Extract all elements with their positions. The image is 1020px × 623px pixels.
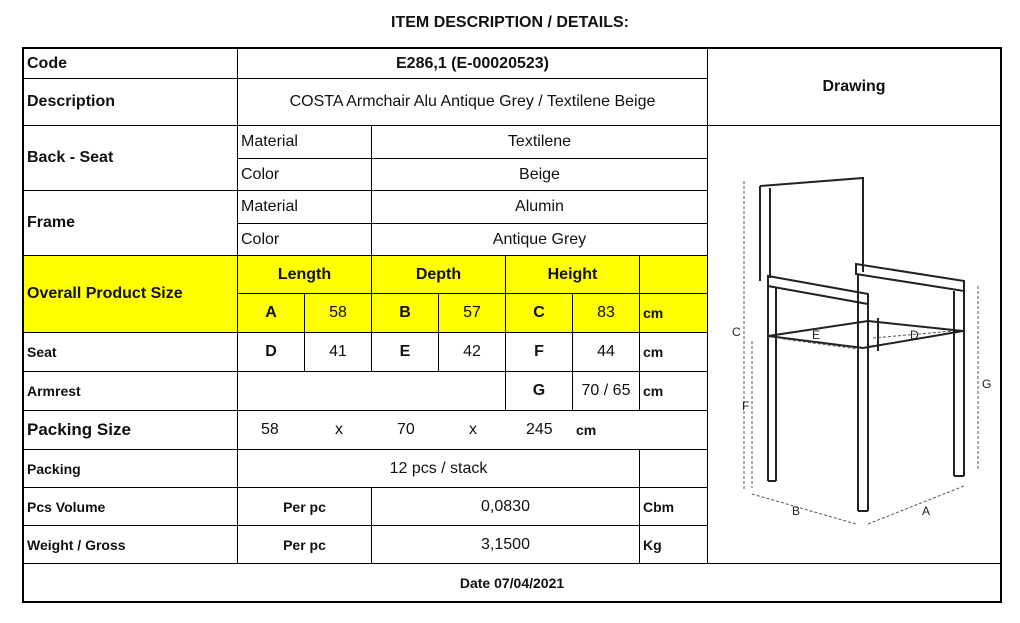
code-value: E286,1 (E-00020523) [238, 49, 708, 79]
dim-g-key: G [506, 372, 573, 411]
length-header: Length [238, 256, 372, 294]
dim-a-value: 58 [305, 294, 372, 333]
frame-color-label: Color [238, 224, 372, 256]
frame-material: Alumin [372, 191, 708, 224]
pcs-volume-label: Pcs Volume [24, 488, 238, 526]
dim-c-key: C [506, 294, 573, 333]
dim-label-a: A [922, 504, 931, 518]
seat-label: Seat [24, 333, 238, 372]
dim-label-f: F [742, 399, 750, 413]
packing-x2: x [469, 421, 477, 438]
dim-line-a [868, 486, 964, 524]
pcs-volume-unit: Cbm [640, 488, 708, 526]
armrest-unit: cm [640, 372, 708, 411]
dim-line-e [783, 339, 858, 349]
armrest-empty [238, 372, 506, 411]
chair-leg-back-right [954, 291, 964, 476]
dim-d-value: 41 [305, 333, 372, 372]
code-label: Code [24, 49, 238, 79]
back-seat-color-label: Color [238, 159, 372, 191]
packing-unit-empty [640, 450, 708, 488]
dim-label-b: B [792, 504, 801, 518]
chair-leg-front-left [768, 286, 776, 481]
description-value: COSTA Armchair Alu Antique Grey / Textilene Beige [238, 79, 708, 126]
dimension-lines [744, 181, 978, 524]
drawing-label: Drawing [708, 49, 1000, 126]
dim-f-value: 44 [573, 333, 640, 372]
packing-size-unit: cm [576, 422, 597, 438]
page-title: ITEM DESCRIPTION / DETAILS: [391, 14, 629, 31]
overall-unit: cm [640, 294, 708, 333]
back-seat-label: Back - Seat [24, 126, 238, 191]
dim-e-key: E [372, 333, 439, 372]
packing-width: 70 [397, 421, 415, 438]
overall-size-label: Overall Product Size [24, 256, 238, 333]
depth-header: Depth [372, 256, 506, 294]
dim-label-g: G [982, 377, 992, 391]
details-table [22, 47, 1002, 603]
weight-label: Weight / Gross [24, 526, 238, 564]
date-footer: Date 07/04/2021 [459, 574, 565, 591]
chair-seat [768, 321, 963, 348]
weight-unit: Kg [640, 526, 708, 564]
packing-x1: x [335, 421, 343, 438]
dim-g-value: 70 / 65 [573, 372, 640, 411]
chair-drawing [708, 126, 1000, 564]
height-header: Height [506, 256, 640, 294]
overall-unit-header [640, 256, 708, 294]
weight-per: Per pc [238, 526, 372, 564]
weight-value: 3,1500 [372, 526, 640, 564]
chair-leg-front-right [858, 304, 868, 511]
back-seat-color: Beige [372, 159, 708, 191]
dim-a-key: A [238, 294, 305, 333]
packing-label: Packing [24, 450, 238, 488]
frame-color: Antique Grey [372, 224, 708, 256]
dim-line-b [752, 494, 856, 524]
packing-size-row [238, 411, 708, 450]
chair-frame [760, 178, 964, 511]
dim-d-key: D [238, 333, 305, 372]
packing-height: 245 [526, 421, 553, 438]
drawing-panel [708, 49, 1000, 564]
dim-f-key: F [506, 333, 573, 372]
dim-b-key: B [372, 294, 439, 333]
dim-label-c: C [732, 325, 741, 339]
armrest-label: Armrest [24, 372, 238, 411]
chair-right-armrest [856, 264, 964, 291]
pcs-volume-value: 0,0830 [372, 488, 640, 526]
packing-size-label: Packing Size [24, 411, 238, 450]
dim-c-value: 83 [573, 294, 640, 333]
frame-material-label: Material [238, 191, 372, 224]
dim-e-value: 42 [439, 333, 506, 372]
chair-left-armrest [768, 276, 868, 304]
dim-b-value: 57 [439, 294, 506, 333]
pcs-volume-per: Per pc [238, 488, 372, 526]
packing-length: 58 [261, 421, 279, 438]
seat-unit: cm [640, 333, 708, 372]
chair-backrest [760, 178, 863, 281]
dim-label-e: E [812, 328, 821, 342]
frame-label: Frame [24, 191, 238, 256]
dim-label-d: D [910, 328, 919, 342]
description-label: Description [24, 79, 238, 126]
packing-value: 12 pcs / stack [238, 450, 640, 488]
back-seat-material-label: Material [238, 126, 372, 159]
dimension-labels [732, 325, 991, 518]
back-seat-material: Textilene [372, 126, 708, 159]
